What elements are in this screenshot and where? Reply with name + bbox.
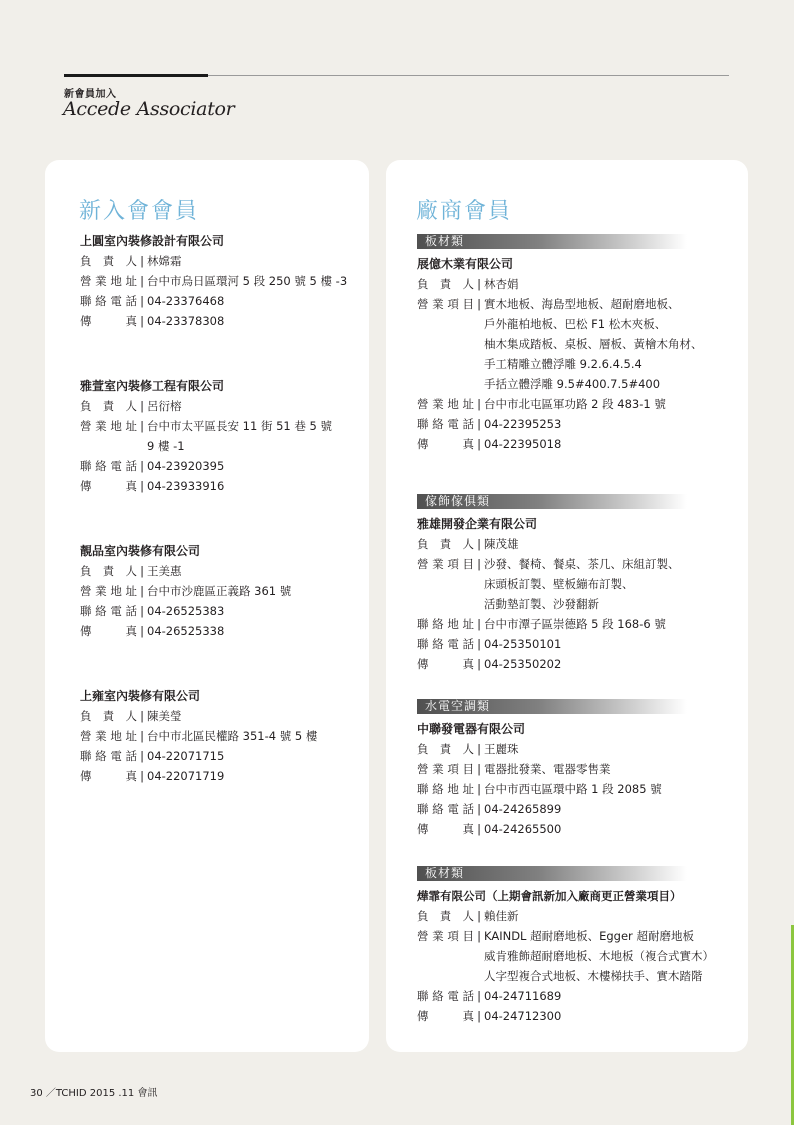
company-name: 上雍室內裝修有限公司 [80, 689, 201, 703]
member-entry [80, 376, 365, 496]
owner-row: 負責人 | 林嫦霜 [80, 254, 182, 268]
address-row: 聯絡地址 | 台中市潭子區崇德路 5 段 168-6 號 [417, 617, 666, 631]
items-line: 活動墊訂製、沙發翻新 [484, 597, 599, 611]
address-row: 營業地址 | 台中市烏日區環河 5 段 250 號 5 樓 -3 [80, 274, 348, 288]
company-name: 中聯發電器有限公司 [417, 722, 526, 736]
vendor-entry [417, 514, 743, 674]
company-name: 上圓室內裝修設計有限公司 [80, 234, 225, 248]
tel-row: 聯絡電話 | 04-22071715 [80, 749, 225, 763]
member-entry [80, 686, 365, 786]
section-label: 新會員加入 [64, 89, 117, 100]
owner-row: 負責人 | 王麗珠 [417, 742, 519, 756]
fax-row: 傳真 | 04-25350202 [417, 657, 562, 671]
fax-row: 傳真 | 04-24712300 [417, 1009, 562, 1023]
items-row: 營業項目 | KAINDL 超耐磨地板、Egger 超耐磨地板 [417, 929, 694, 943]
fax-row: 傳真 | 04-23933916 [80, 479, 225, 493]
address-row: 營業地址 | 台中市太平區長安 11 街 51 巷 5 號 [80, 419, 333, 433]
owner-row: 負責人 | 林杏娟 [417, 277, 519, 291]
header-rule-thin [208, 75, 729, 76]
address-row: 營業地址 | 台中市北屯區軍功路 2 段 483-1 號 [417, 397, 666, 411]
new-members-title: 新入會會員 [79, 199, 200, 224]
company-name: 靚品室內裝修有限公司 [80, 544, 201, 558]
items-row: 營業項目 | 沙發、餐椅、餐桌、茶几、床組訂製、 [417, 557, 680, 571]
items-line: 人字型複合式地板、木樓梯扶手、實木踏階 [484, 969, 703, 983]
tel-row: 聯絡電話 | 04-23376468 [80, 294, 225, 308]
fax-row: 傳真 | 04-26525338 [80, 624, 225, 638]
items-line: 柚木集成踏板、桌板、層板、黃檜木角材、 [484, 337, 703, 351]
header-rule-thick [64, 74, 208, 77]
page-footer: 30 ／TCHID 2015 .11 會訊 [30, 1088, 158, 1099]
owner-row: 負責人 | 呂衍榕 [80, 399, 182, 413]
member-entry [80, 231, 365, 331]
member-entry [80, 541, 365, 641]
items-line: 戶外龍柏地板、巴松 F1 松木夾板、 [484, 317, 667, 331]
vendor-members-title: 廠商會員 [416, 199, 513, 224]
vendor-entry [417, 254, 743, 454]
items-line: 手工精雕立體浮雕 9.2.6.4.5.4 [484, 357, 642, 371]
items-row: 營業項目 | 電器批發業、電器零售業 [417, 762, 611, 776]
fax-row: 傳真 | 04-22071719 [80, 769, 225, 783]
tel-row: 聯絡電話 | 04-24265899 [417, 802, 562, 816]
category-bar: 板材類 [417, 866, 687, 881]
fax-row: 傳真 | 04-22395018 [417, 437, 562, 451]
vendor-entry [417, 886, 743, 1026]
tel-row: 聯絡電話 | 04-25350101 [417, 637, 562, 651]
company-name: 燁霏有限公司（上期會訊新加入廠商更正營業項目） [417, 889, 682, 903]
category-bar: 水電空調類 [417, 699, 687, 714]
category-bar: 板材類 [417, 234, 687, 249]
address-row: 營業地址 | 台中市北區民權路 351-4 號 5 樓 [80, 729, 318, 743]
vendor-entry [417, 719, 743, 839]
company-name: 雅雄開發企業有限公司 [417, 517, 538, 531]
owner-row: 負責人 | 陳茂雄 [417, 537, 519, 551]
address-row: 聯絡地址 | 台中市西屯區環中路 1 段 2085 號 [417, 782, 662, 796]
owner-row: 負責人 | 王美惠 [80, 564, 182, 578]
fax-row: 傳真 | 04-23378308 [80, 314, 225, 328]
items-line: 床頭板訂製、壁板繃布訂製、 [484, 577, 634, 591]
tel-row: 聯絡電話 | 04-23920395 [80, 459, 225, 473]
address-continuation: 9 樓 -1 [147, 439, 185, 453]
section-title: Accede Associator [63, 98, 235, 120]
tel-row: 聯絡電話 | 04-22395253 [417, 417, 562, 431]
items-row: 營業項目 | 實木地板、海島型地板、超耐磨地板、 [417, 297, 680, 311]
category-bar: 傢飾傢俱類 [417, 494, 687, 509]
owner-row: 負責人 | 賴佳新 [417, 909, 519, 923]
tel-row: 聯絡電話 | 04-26525383 [80, 604, 225, 618]
tel-row: 聯絡電話 | 04-24711689 [417, 989, 562, 1003]
fax-row: 傳真 | 04-24265500 [417, 822, 562, 836]
company-name: 雅萱室內裝修工程有限公司 [80, 379, 225, 393]
company-name: 展億木業有限公司 [417, 257, 514, 271]
items-line: 威肯雅飾超耐磨地板、木地板（複合式實木） [484, 949, 714, 963]
owner-row: 負責人 | 陳美瑩 [80, 709, 182, 723]
address-row: 營業地址 | 台中市沙鹿區正義路 361 號 [80, 584, 292, 598]
items-line: 手括立體浮雕 9.5#400.7.5#400 [484, 377, 661, 391]
